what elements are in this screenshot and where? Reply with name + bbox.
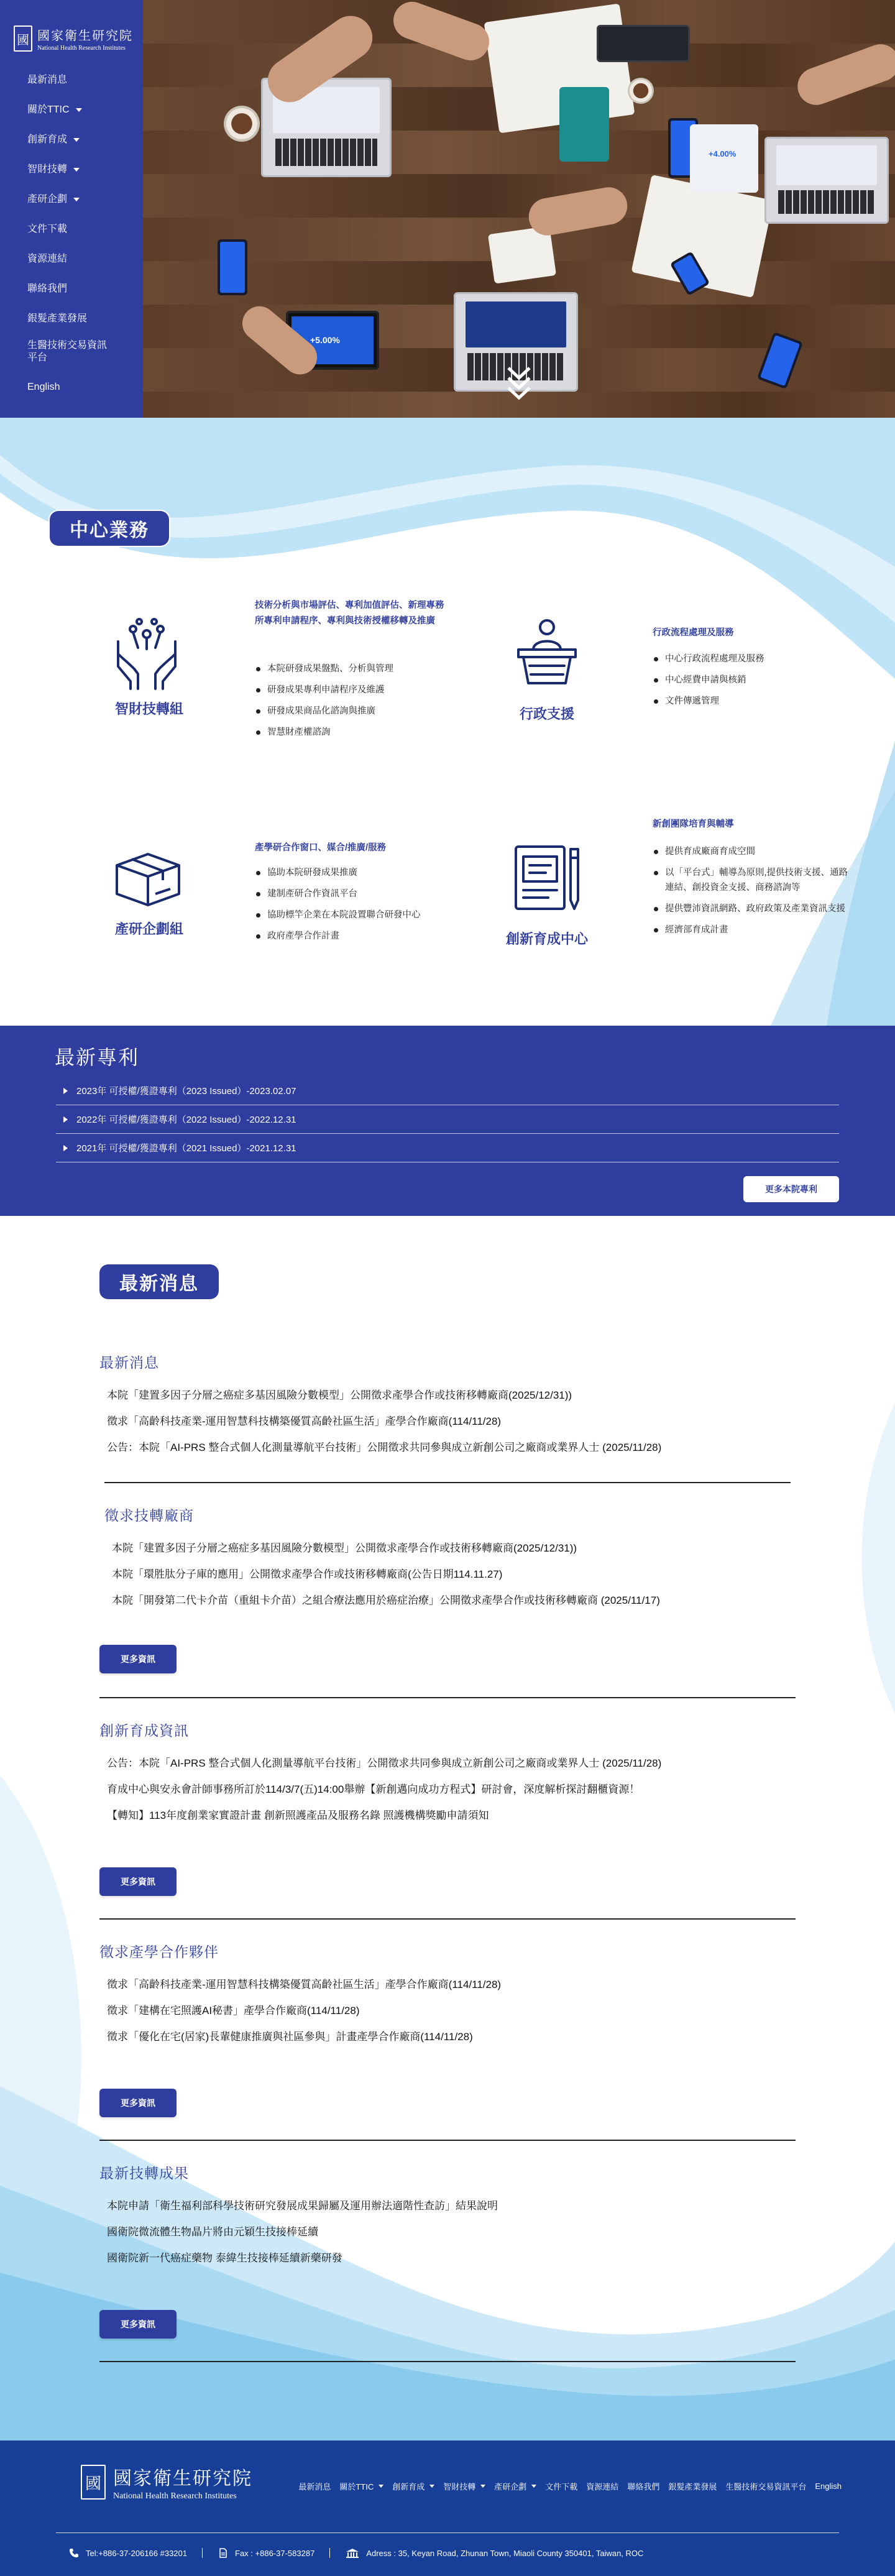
footer-nav-label: 智財技轉 xyxy=(443,2482,476,2491)
service-list-item: 提供育成廠商育成空間 xyxy=(653,844,851,859)
footer-nav-item[interactable] xyxy=(545,2480,577,2492)
service-list xyxy=(653,844,851,944)
patent-row-2021[interactable] xyxy=(56,1134,839,1162)
news-block-tech-transfer xyxy=(104,1504,801,1619)
sidebar-item[interactable] xyxy=(27,223,143,236)
sidebar-item-label: 創新育成 xyxy=(27,134,68,145)
footer-nav-label: 最新消息 xyxy=(298,2482,331,2491)
footer-nav-item[interactable] xyxy=(443,2480,485,2492)
news-title: 最新消息 xyxy=(99,1264,219,1299)
service-list xyxy=(653,651,851,715)
logo-name-zh: 國家衛生研究院 xyxy=(113,2468,252,2490)
service-heading: 產學研合作窗口、媒合/推廣/服務 xyxy=(255,843,387,853)
news-block-heading: 創新育成資訊 xyxy=(99,1723,189,1739)
sidebar-item-label: 聯絡我們 xyxy=(27,283,68,294)
divider xyxy=(99,1918,796,1920)
sidebar-item[interactable] xyxy=(27,163,143,177)
building-icon xyxy=(345,2547,360,2559)
patents-section xyxy=(0,1026,895,1216)
notebook-pen-icon xyxy=(510,840,584,915)
sidebar-item[interactable] xyxy=(27,380,143,394)
more-patents-button[interactable]: 更多本院專利 xyxy=(743,1176,839,1202)
news-block-latest xyxy=(99,1351,796,1466)
news-block-incubation xyxy=(99,1719,796,1834)
footer-fax: Fax : +886-37-583287 xyxy=(235,2548,315,2558)
news-item-link[interactable]: 本院「建置多因子分層之癌症多基因風險分數模型」公開徵求產學合作或技術移轉廠商(2025/12/31)) xyxy=(112,1542,577,1554)
logo-mark: 國 xyxy=(81,2465,106,2500)
footer-nav-item[interactable] xyxy=(725,2480,806,2492)
service-list-item: 政府產學合作計畫 xyxy=(255,929,454,944)
footer-nav-item[interactable] xyxy=(586,2480,618,2492)
service-heading: 行政流程處理及服務 xyxy=(653,628,734,638)
caret-down-icon xyxy=(531,2485,536,2488)
footer-address: Adress : 35, Keyan Road, Zhunan Town, Miaoli County 350401, Taiwan, ROC xyxy=(366,2548,644,2558)
sidebar-item-label: English xyxy=(27,382,60,392)
news-item-link[interactable]: 本院「建置多因子分層之癌症多基因風險分數模型」公開徵求產學合作或技術移轉廠商(2025/12/31)) xyxy=(107,1389,572,1401)
sidebar-item-label: 文件下載 xyxy=(27,224,68,234)
footer-contact xyxy=(68,2547,643,2559)
service-list-item: 本院研發成果盤點、分析與管理 xyxy=(255,661,454,676)
service-list xyxy=(255,865,454,950)
footer-nav-label: 關於TTIC xyxy=(339,2482,374,2491)
news-item-link[interactable]: 徵求「優化在宅(居家)長輩健康推廣與社區參與」計畫產學合作廠商(114/11/28) xyxy=(107,2031,473,2043)
caret-down-icon xyxy=(76,108,82,112)
service-name: 產研企劃組 xyxy=(114,921,183,937)
footer xyxy=(0,2440,895,2576)
footer-nav-item[interactable] xyxy=(494,2480,536,2492)
sidebar-item[interactable] xyxy=(27,193,143,206)
service-list-item: 建制產研合作資訊平台 xyxy=(255,886,454,901)
sidebar-item[interactable] xyxy=(27,312,143,326)
footer-nav-item[interactable] xyxy=(298,2480,331,2492)
footer-nav-item[interactable] xyxy=(339,2480,383,2492)
news-item-link[interactable]: 公告：本院「AI-PRS 整合式個人化測量導航平台技術」公開徵求共同參與成立新創公司之廠商或業界人士 (2025/11/28) xyxy=(107,1442,662,1453)
phone-screen-text: +4.00% xyxy=(709,149,737,159)
service-list-item: 智慧財產權諮詢 xyxy=(255,725,454,740)
news-block-heading: 徵求產學合作夥伴 xyxy=(99,1944,219,1960)
footer-nav-label: 生醫技術交易資訊平台 xyxy=(725,2482,807,2491)
footer-nav-label: 資源連結 xyxy=(586,2482,619,2491)
news-section xyxy=(0,1216,895,2440)
footer-nav-label: 聯絡我們 xyxy=(627,2482,660,2491)
more-info-button[interactable]: 更多資訊 xyxy=(99,2310,177,2339)
divider xyxy=(104,1482,791,1483)
news-item-link[interactable]: 【轉知】113年度創業家實證計畫 創新照護產品及服務名錄 照護機構獎勵申請須知 xyxy=(107,1810,489,1821)
divider xyxy=(99,2361,796,2362)
news-block-heading: 最新消息 xyxy=(99,1355,159,1371)
sidebar-nav xyxy=(0,56,143,394)
hero-banner xyxy=(143,0,895,418)
service-list-item: 協助本院研發成果推廣 xyxy=(255,865,454,880)
footer-nav-label: 創新育成 xyxy=(392,2482,425,2491)
service-name: 行政支援 xyxy=(519,706,574,722)
patent-row-2023[interactable] xyxy=(56,1077,839,1105)
triangle-right-icon xyxy=(63,1088,68,1094)
patent-row-2022[interactable] xyxy=(56,1105,839,1134)
logo-mark: 國 xyxy=(14,25,32,52)
service-list xyxy=(255,661,454,746)
more-info-button[interactable]: 更多資訊 xyxy=(99,1867,177,1896)
phone-icon xyxy=(68,2547,80,2559)
service-list-item: 經濟部育成計畫 xyxy=(653,922,851,937)
patent-row-label: 2021年 可授權/獲證專利（2021 Issued）-2021.12.31 xyxy=(76,1143,296,1154)
footer-nav-label: English xyxy=(815,2482,842,2491)
sidebar-item[interactable] xyxy=(27,133,143,147)
logo-name-en: National Health Research Institutes xyxy=(113,2491,237,2501)
service-list-item: 中心經費申請與核銷 xyxy=(653,673,851,688)
hands-network-icon xyxy=(109,617,184,691)
patent-row-label: 2022年 可授權/獲證專利（2022 Issued）-2022.12.31 xyxy=(76,1115,296,1125)
news-item-link[interactable]: 公告：本院「AI-PRS 整合式個人化測量導航平台技術」公開徵求共同參與成立新創公司之廠商或業界人士 (2025/11/28) xyxy=(107,1757,662,1769)
footer-nav-label: 產研企劃 xyxy=(494,2482,527,2491)
news-block-results xyxy=(99,2162,796,2277)
sidebar-item[interactable] xyxy=(27,252,143,266)
sidebar-item-label: 最新消息 xyxy=(27,75,68,85)
more-info-button[interactable]: 更多資訊 xyxy=(99,2089,177,2117)
logo-name-zh: 國家衛生研究院 xyxy=(37,28,133,43)
patent-row-label: 2023年 可授權/獲證專利（2023 Issued）-2023.02.07 xyxy=(76,1086,296,1097)
caret-down-icon xyxy=(379,2485,383,2488)
news-item-link[interactable]: 徵求「高齡科技產業-運用智慧科技構築優質高齡社區生活」產學合作廠商(114/11/28) xyxy=(107,1979,502,1990)
footer-nav-item[interactable] xyxy=(392,2480,434,2492)
service-list-item: 文件傳遞管理 xyxy=(653,694,851,709)
tablet-screen-text: +5.00% xyxy=(310,335,340,345)
sidebar-item[interactable] xyxy=(27,339,143,364)
news-block-heading: 徵求技轉廠商 xyxy=(104,1507,194,1524)
service-heading: 新創團隊培育與輔導 xyxy=(653,819,734,829)
news-item-link[interactable]: 本院「環胜肽分子庫的應用」公開徵求產學合作或技術移轉廠商(公告日期114.11.27) xyxy=(112,1568,503,1580)
news-block-heading: 最新技轉成果 xyxy=(99,2165,189,2181)
service-list-item: 研發成果專利申請程序及維護 xyxy=(255,683,454,697)
service-name: 創新育成中心 xyxy=(505,931,588,947)
caret-down-icon xyxy=(73,198,80,201)
divider xyxy=(56,2532,839,2533)
scroll-down-icon[interactable] xyxy=(503,364,535,402)
sidebar-item-label: 生醫技術交易資訊平台 xyxy=(27,340,108,363)
site-logo[interactable] xyxy=(0,0,143,56)
news-item-link[interactable]: 國衛院微流體生物晶片將由元穎生技接棒延續 xyxy=(107,2226,318,2238)
more-info-button[interactable]: 更多資訊 xyxy=(99,1645,177,1673)
sidebar-item-label: 銀髮產業發展 xyxy=(27,313,88,324)
sidebar-item-label: 資源連結 xyxy=(27,254,68,264)
news-item-link[interactable]: 育成中心與安永會計師事務所訂於114/3/7(五)14:00舉辦【新創邁向成功方程式】研討會，深度解析探討翻櫃資源！ xyxy=(107,1783,640,1795)
service-list-item: 研發成果商品化諮詢與推廣 xyxy=(255,704,454,719)
caret-down-icon xyxy=(429,2485,434,2488)
sidebar-item-label: 智財技轉 xyxy=(27,164,68,175)
sidebar-item-label: 關於TTIC xyxy=(27,104,70,115)
box-icon xyxy=(111,840,185,915)
news-item-link[interactable]: 本院「開發第二代卡介苗（重組卡介苗）之組合療法應用於癌症治療」公開徵求產學合作或技術移轉廠商 (2025/11/17) xyxy=(112,1594,660,1606)
service-list-item: 協助標竿企業在本院設置聯合研發中心 xyxy=(255,908,454,922)
sidebar-item[interactable] xyxy=(27,103,143,117)
news-block-partners xyxy=(99,1941,796,2056)
caret-down-icon xyxy=(73,138,80,142)
sidebar-item[interactable] xyxy=(27,282,143,296)
news-item-link[interactable]: 徵求「高齡科技產業-運用智慧科技構築優質高齡社區生活」產學合作廠商(114/11/28) xyxy=(107,1415,502,1427)
divider xyxy=(99,1697,796,1698)
triangle-right-icon xyxy=(63,1116,68,1123)
sidebar-item-label: 產研企劃 xyxy=(27,194,68,205)
logo-name-en: National Health Research Institutes xyxy=(37,45,126,52)
footer-logo[interactable] xyxy=(81,2463,252,2501)
footer-nav-item[interactable] xyxy=(815,2482,842,2491)
footer-nav xyxy=(298,2480,842,2492)
services-section xyxy=(0,418,895,1026)
service-list-item: 以「平台式」輔導為原則,提供技術支援、通路連結、創投資金支援、商務諮詢等 xyxy=(653,865,851,895)
sidebar xyxy=(0,0,143,418)
footer-nav-label: 文件下載 xyxy=(545,2482,578,2491)
patents-title: 最新專利 xyxy=(55,1046,140,1069)
news-item-link[interactable]: 國衛院新一代癌症藥物 泰緯生技接棒延續新藥研發 xyxy=(107,2252,342,2264)
divider xyxy=(99,2140,796,2141)
news-item-link[interactable]: 本院申請「衛生福利部科學技術研究發展成果歸屬及運用辦法適階性查訪」結果說明 xyxy=(107,2200,498,2212)
triangle-right-icon xyxy=(63,1145,68,1151)
fax-icon xyxy=(218,2547,229,2559)
footer-nav-label: 銀髮產業發展 xyxy=(668,2482,717,2491)
podium-speaker-icon xyxy=(510,614,584,688)
service-name: 智財技轉組 xyxy=(114,701,183,717)
caret-down-icon xyxy=(480,2485,485,2488)
news-item-link[interactable]: 徵求「建構在宅照護AI秘書」產學合作廠商(114/11/28) xyxy=(107,2005,360,2017)
services-title: 中心業務 xyxy=(50,511,169,546)
service-list-item: 提供豐沛資訊網路、政府政策及產業資訊支援 xyxy=(653,901,851,916)
footer-nav-item[interactable] xyxy=(668,2480,717,2492)
footer-tel: Tel:+886-37-206166 #33201 xyxy=(86,2548,188,2558)
caret-down-icon xyxy=(73,168,80,172)
sidebar-item[interactable] xyxy=(27,73,143,87)
service-heading: 技術分析與市場評估、專利加值評估、新理專務所專利申請程序、專利與技術授權移轉及推廣 xyxy=(255,600,444,626)
footer-nav-item[interactable] xyxy=(627,2480,659,2492)
service-list-item: 中心行政流程處理及服務 xyxy=(653,651,851,666)
